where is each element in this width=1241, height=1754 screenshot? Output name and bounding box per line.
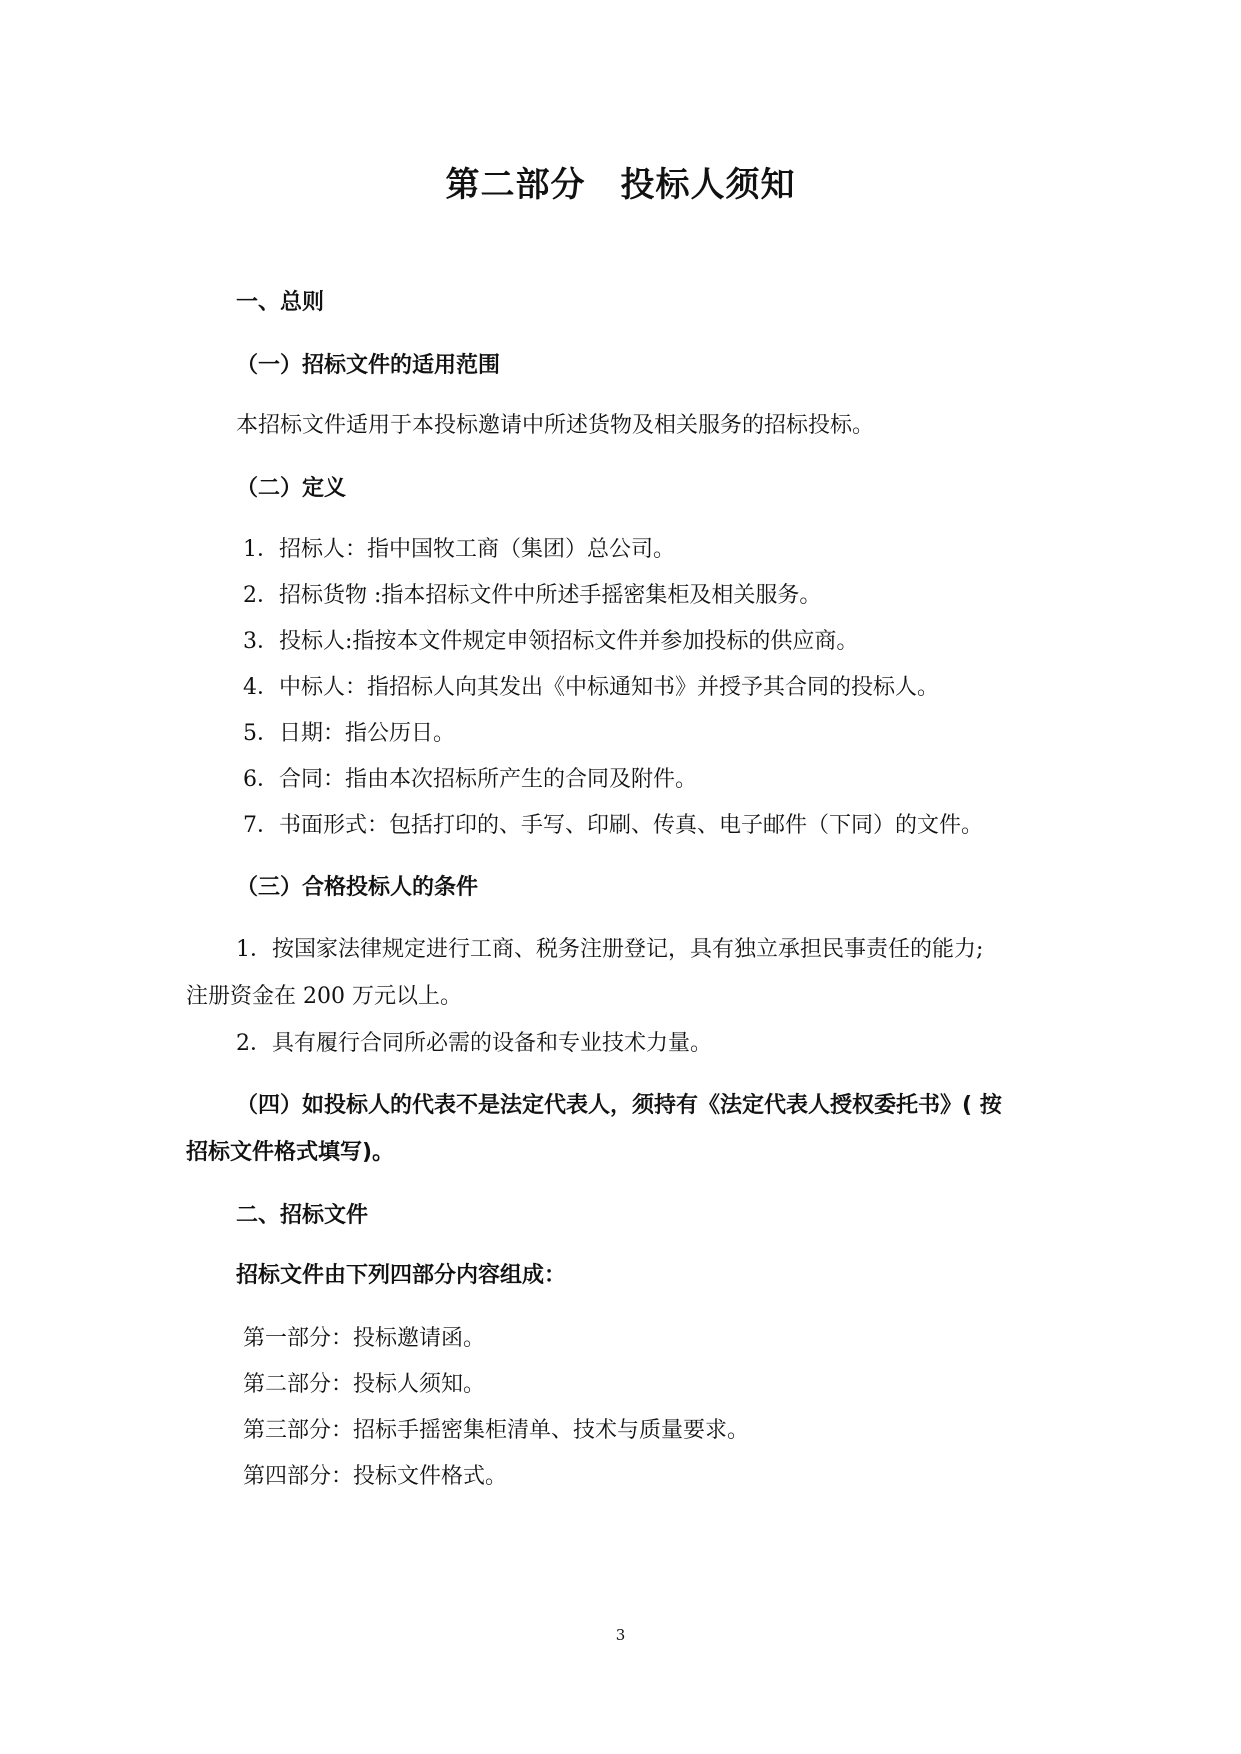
page-title: 第二部分 投标人须知	[445, 165, 796, 205]
tender-documents-intro: 招标文件由下列四部分内容组成：	[236, 1263, 567, 1288]
definition-item: 1．招标人：指中国牧工商（集团）总公司。	[243, 537, 675, 562]
definition-item: 7．书面形式：包括打印的、手写、印刷、传真、电子邮件（下同）的文件。	[243, 813, 983, 838]
section-heading-general: 一、总则	[236, 290, 325, 315]
subheading-definitions: （二）定义	[236, 476, 347, 501]
authorization-clause-line-1: （四）如投标人的代表不是法定代表人，须持有《法定代表人授权委托书》( 按	[236, 1093, 1002, 1118]
document-part-item: 第三部分：招标手摇密集柜清单、技术与质量要求。	[243, 1418, 750, 1443]
page-number: 3	[615, 1626, 626, 1644]
definition-item: 4．中标人：指招标人向其发出《中标通知书》并授予其合同的投标人。	[243, 675, 939, 700]
qualification-item-1-line-2: 注册资金在 200 万元以上。	[186, 984, 462, 1009]
authorization-clause-line-2: 招标文件格式填写)。	[186, 1140, 395, 1165]
definition-item: 6．合同：指由本次招标所产生的合同及附件。	[243, 767, 697, 792]
scope-text: 本招标文件适用于本投标邀请中所述货物及相关服务的招标投标。	[236, 413, 875, 438]
document-part-item: 第一部分：投标邀请函。	[243, 1326, 486, 1351]
document-part-item: 第二部分：投标人须知。	[243, 1372, 486, 1397]
definition-item: 3．投标人:指按本文件规定申领招标文件并参加投标的供应商。	[243, 629, 859, 654]
qualification-item-1-line-1: 1．按国家法律规定进行工商、税务注册登记，具有独立承担民事责任的能力;	[236, 937, 984, 962]
definition-item: 5．日期：指公历日。	[243, 721, 455, 746]
section-heading-tender-documents: 二、招标文件	[236, 1203, 369, 1228]
definition-item: 2．招标货物 :指本招标文件中所述手摇密集柜及相关服务。	[243, 583, 822, 608]
document-part-item: 第四部分：投标文件格式。	[243, 1464, 508, 1489]
subheading-qualified-bidder: （三）合格投标人的条件	[236, 875, 479, 900]
qualification-item-2: 2．具有履行合同所必需的设备和专业技术力量。	[236, 1031, 712, 1056]
subheading-scope: （一）招标文件的适用范围	[236, 353, 501, 378]
